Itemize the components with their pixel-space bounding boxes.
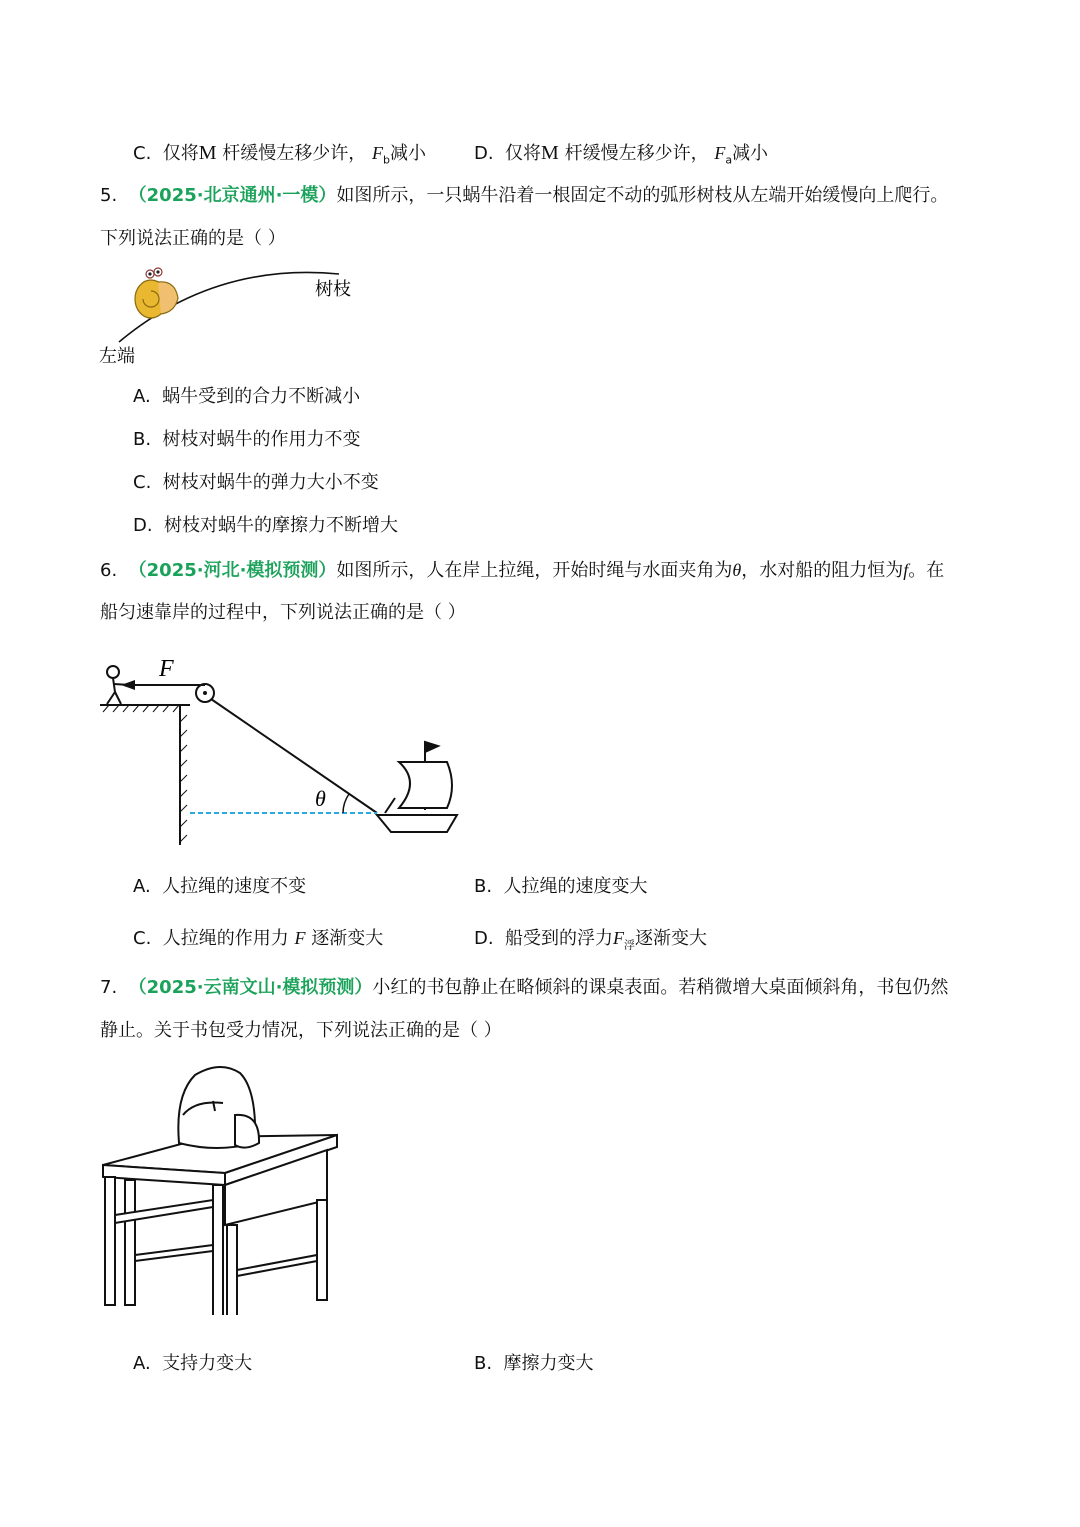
q4-option-c: C. 仅将M 杆缓慢左移少许， $F_b$减小 bbox=[133, 142, 426, 167]
q5-number: 5. bbox=[100, 185, 118, 206]
q5-option-b: B. 树枝对蜗牛的作用力不变 bbox=[133, 429, 361, 450]
q7-source: （2025·云南文山·模拟预测） bbox=[128, 977, 373, 998]
q7-option-a: A. 支持力变大 bbox=[133, 1353, 253, 1374]
branch-label: 树枝 bbox=[315, 279, 351, 299]
q6-stem-line2: 船匀速靠岸的过程中，下列说法正确的是（ ） bbox=[100, 602, 466, 623]
rope bbox=[211, 699, 377, 813]
q4-option-d: D. 仅将M 杆缓慢左移少许， $F_a$减小 bbox=[474, 142, 769, 167]
q5-option-c: C. 树枝对蜗牛的弹力大小不变 bbox=[133, 472, 379, 493]
q6-option-d: D. 船受到的浮力$F_浮$逐渐变大 bbox=[474, 928, 708, 952]
q5-option-d: D. 树枝对蜗牛的摩擦力不断增大 bbox=[133, 515, 399, 536]
q5-source: （2025·北京通州·一模） bbox=[128, 185, 337, 206]
desk-icon bbox=[103, 1135, 337, 1315]
q6-source: （2025·河北·模拟预测） bbox=[128, 560, 337, 581]
q6-option-b: B. 人拉绳的速度变大 bbox=[474, 876, 648, 897]
q5-figure bbox=[95, 262, 395, 372]
q6-option-c: C. 人拉绳的作用力 F 逐渐变大 bbox=[133, 928, 384, 949]
q7-stem-line2: 静止。关于书包受力情况，下列说法正确的是（ ） bbox=[100, 1020, 502, 1041]
q5-option-a: A. 蜗牛受到的合力不断减小 bbox=[133, 386, 361, 407]
left-end-label: 左端 bbox=[99, 346, 135, 366]
q7-stem-line1: 7. （2025·云南文山·模拟预测）小红的书包静止在略倾斜的课桌表面。若稍微增大桌面倾斜角，书包仍然 bbox=[100, 977, 949, 998]
q6-stem-line1: 6. （2025·河北·模拟预测）如图所示，人在岸上拉绳，开始时绳与水面夹角为θ，水对船的阻力恒为f。在 bbox=[100, 560, 945, 581]
force-label: F bbox=[159, 656, 174, 682]
q7-figure bbox=[95, 1055, 355, 1315]
q5-stem-line1: 5. （2025·北京通州·一模）如图所示，一只蜗牛沿着一根固定不动的弧形树枝从左端开始缓慢向上爬行。 bbox=[100, 185, 949, 206]
q7-option-b: B. 摩擦力变大 bbox=[474, 1353, 594, 1374]
q5-stem-line2: 下列说法正确的是（ ） bbox=[100, 228, 286, 249]
boat-icon bbox=[377, 742, 457, 832]
snail-icon bbox=[135, 268, 178, 318]
q6-option-a: A. 人拉绳的速度不变 bbox=[133, 876, 307, 897]
q6-figure bbox=[95, 650, 475, 850]
force-arrow-head bbox=[121, 680, 135, 690]
q6-number: 6. bbox=[100, 560, 118, 581]
angle-label: θ bbox=[315, 786, 326, 811]
q7-number: 7. bbox=[100, 977, 118, 998]
backpack-icon bbox=[178, 1067, 259, 1148]
